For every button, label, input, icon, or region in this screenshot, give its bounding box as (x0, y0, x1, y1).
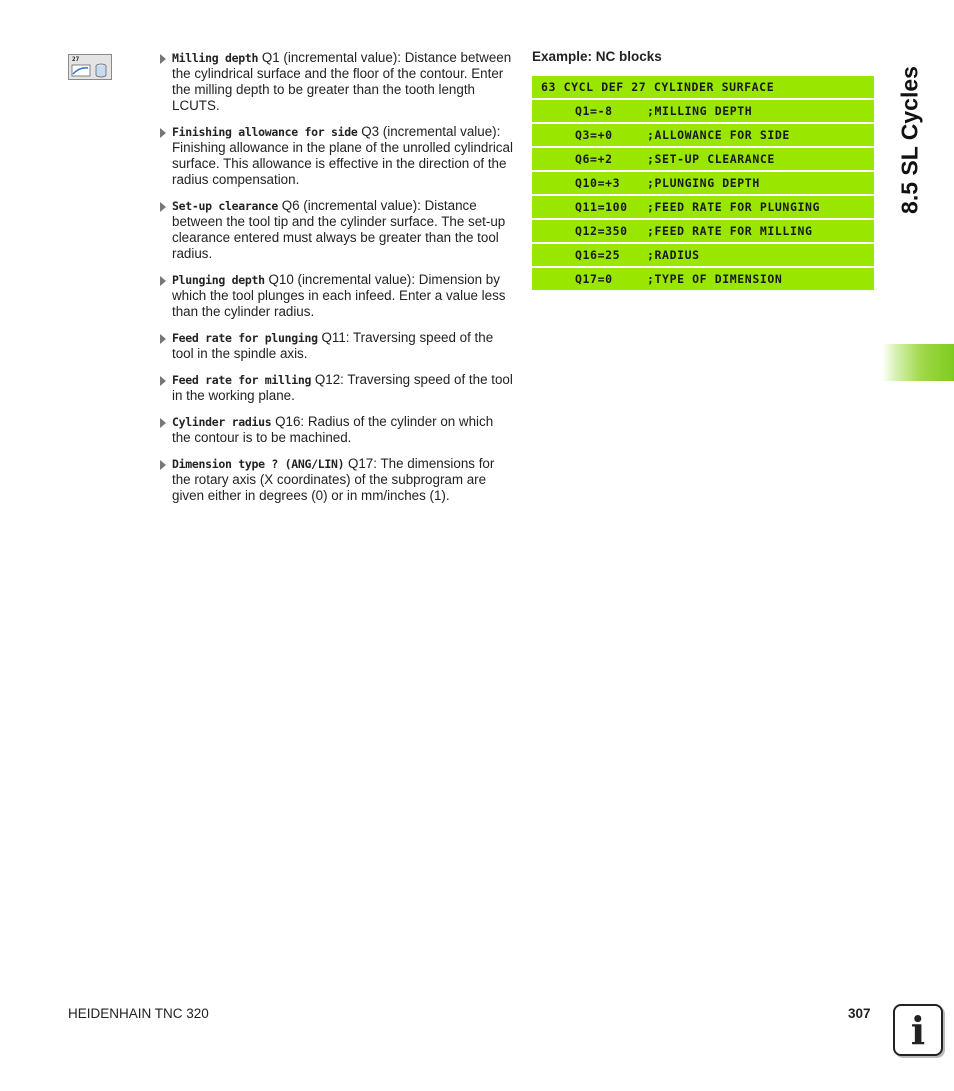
arrow-bullet-icon (160, 202, 166, 212)
nc-comment: ;FEED RATE FOR MILLING (647, 224, 813, 238)
nc-block-row (532, 268, 874, 290)
arrow-bullet-icon (160, 54, 166, 64)
parameter-description: Q3 (incremental value): Finishing allowance in the plane of the unrolled cylindrical surface. This allowance is effective in the direction of the radius compensation. (172, 124, 513, 187)
parameter-item (158, 456, 514, 504)
footer-product: HEIDENHAIN TNC 320 (68, 1006, 209, 1021)
parameter-item (158, 272, 514, 320)
cycle-27-softkey-icon (68, 54, 112, 80)
parameter-list (158, 50, 514, 514)
nc-block-row (532, 172, 874, 194)
arrow-bullet-icon (160, 334, 166, 344)
nc-param: Q12=350 (575, 224, 628, 238)
nc-block-row (532, 220, 874, 242)
cylinder-surface-icon (69, 55, 111, 79)
parameter-keyword: Milling depth (172, 51, 259, 65)
parameter-keyword: Feed rate for plunging (172, 331, 318, 345)
arrow-bullet-icon (160, 460, 166, 470)
nc-block-row (532, 244, 874, 266)
parameter-keyword: Finishing allowance for side (172, 125, 358, 139)
parameter-description: Q6 (incremental value): Distance between the tool tip and the cylinder surface. The set-up clearance entered must always be greater than the tool radius. (172, 198, 506, 261)
parameter-item (158, 198, 514, 262)
nc-comment: ;PLUNGING DEPTH (647, 176, 760, 190)
nc-comment: ;SET-UP CLEARANCE (647, 152, 775, 166)
parameter-description: Q16: Radius of the cylinder on which the contour is to be machined. (172, 414, 494, 445)
nc-param: Q11=100 (575, 200, 628, 214)
nc-block-line: 63 CYCL DEF 27 CYLINDER SURFACE (541, 80, 775, 94)
parameter-item (158, 50, 514, 114)
example-title: Example: NC blocks (532, 49, 662, 64)
parameter-item (158, 330, 514, 362)
parameter-description: Q11: Traversing speed of the tool in the spindle axis. (172, 330, 494, 361)
parameter-item (158, 124, 514, 188)
parameter-keyword: Dimension type ? (ANG/LIN) (172, 457, 345, 471)
nc-param: Q3=+0 (575, 128, 613, 142)
parameter-item (158, 372, 514, 404)
nc-block-row (532, 100, 874, 122)
chapter-tab-marker (882, 344, 954, 381)
parameter-keyword: Plunging depth (172, 273, 265, 287)
nc-comment: ;FEED RATE FOR PLUNGING (647, 200, 821, 214)
nc-comment: ;MILLING DEPTH (647, 104, 753, 118)
nc-comment: ;TYPE OF DIMENSION (647, 272, 783, 286)
page-number: 307 (848, 1006, 871, 1021)
nc-param: Q16=25 (575, 248, 621, 262)
nc-param: Q10=+3 (575, 176, 621, 190)
nc-param: Q17=0 (575, 272, 613, 286)
arrow-bullet-icon (160, 128, 166, 138)
parameter-description: Q10 (incremental value): Dimension by which the tool plunges in each infeed. Enter a value less than the cylinder radius. (172, 272, 506, 319)
nc-comment: ;ALLOWANCE FOR SIDE (647, 128, 790, 142)
parameter-description: Q12: Traversing speed of the tool in the working plane. (172, 372, 513, 403)
arrow-bullet-icon (160, 376, 166, 386)
nc-param: Q1=-8 (575, 104, 613, 118)
info-glyph: i (910, 1008, 926, 1053)
nc-block-row (532, 196, 874, 218)
section-heading (877, 60, 943, 220)
cycle-number: 27 (72, 56, 80, 63)
parameter-description: Q1 (incremental value): Distance between the cylindrical surface and the floor of the contour. Enter the milling depth to be greater than the tooth length LCUTS. (172, 50, 512, 113)
parameter-item (158, 414, 514, 446)
nc-block-row (532, 148, 874, 170)
arrow-bullet-icon (160, 418, 166, 428)
parameter-keyword: Feed rate for milling (172, 373, 312, 387)
parameter-description: Q17: The dimensions for the rotary axis (X coordinates) of the subprogram are given either in degrees (0) or in mm/inches (1). (172, 456, 495, 503)
parameter-keyword: Set-up clearance (172, 199, 278, 213)
nc-block-row (532, 124, 874, 146)
section-heading-text: 8.5 SL Cycles (896, 66, 923, 214)
nc-block-header (532, 76, 874, 98)
info-icon (893, 1004, 943, 1056)
nc-blocks-table (532, 76, 874, 292)
nc-param: Q6=+2 (575, 152, 613, 166)
nc-comment: ;RADIUS (647, 248, 700, 262)
arrow-bullet-icon (160, 276, 166, 286)
parameter-keyword: Cylinder radius (172, 415, 272, 429)
